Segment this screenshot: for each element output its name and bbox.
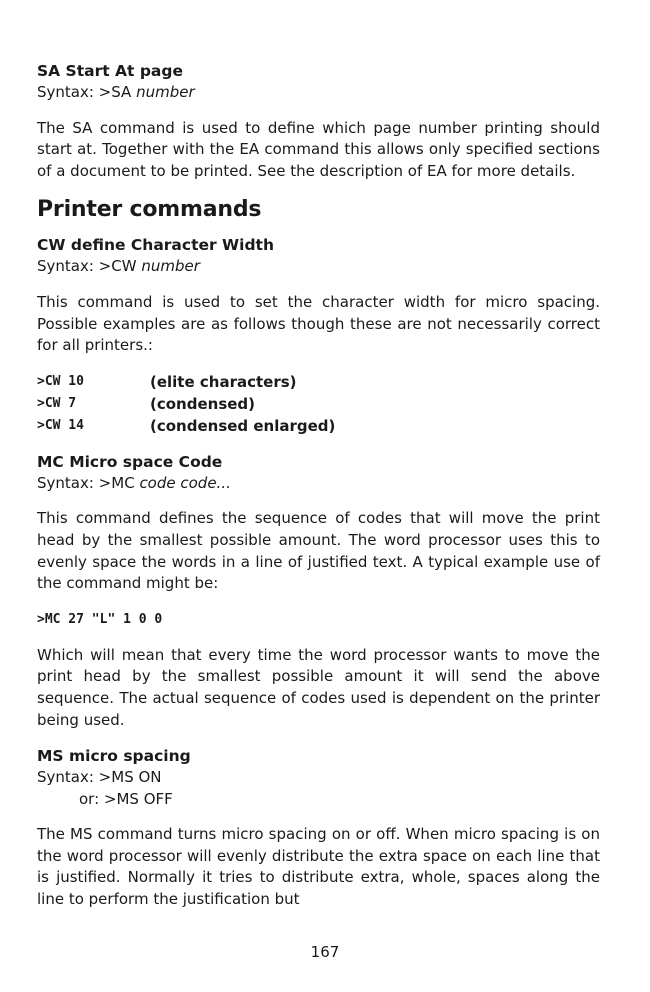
cw-examples: [37, 371, 600, 437]
syntax-ms-off: or: >MS OFF: [79, 789, 173, 808]
example-description: (elite characters): [150, 372, 297, 391]
example-description: (condensed enlarged): [150, 416, 336, 435]
paragraph-ms-description: The MS command turns micro spacing on or off. When micro spacing is on the word processor will evenly distribute the extra space on each line that is justified. Normally it tries to distribute extra, whole, spaces along the line to perform the justification but: [37, 825, 600, 909]
section-heading-mc: MC Micro space Code: [37, 452, 223, 471]
paragraph-cw-description: This command is used to set the character width for micro spacing. Possible examples are as follows though these are not necessarily correct for all printers.:: [37, 292, 600, 355]
syntax-prefix: Syntax: >MC: [37, 473, 140, 492]
syntax-cw: [37, 256, 600, 278]
syntax-argument: number: [136, 83, 195, 101]
syntax-argument: number: [141, 257, 200, 276]
example-row: [37, 415, 600, 437]
chapter-heading-printer-commands: Printer commands: [37, 197, 262, 223]
example-code: >CW 10: [37, 373, 84, 389]
section-heading-cw: CW define Character Width: [37, 236, 274, 255]
mc-example-code: >MC 27 "L" 1 0 0: [37, 611, 163, 627]
section-heading-sa: SA Start At page: [37, 62, 184, 80]
syntax-argument: code code...: [139, 473, 231, 492]
example-code: >CW 7: [37, 395, 77, 411]
syntax-prefix: Syntax: >CW: [37, 257, 142, 276]
syntax-sa: [37, 82, 600, 104]
section-heading-ms: MS micro spacing: [37, 747, 191, 766]
document-page: [37, 60, 600, 911]
syntax-mc: [37, 473, 600, 495]
paragraph-mc-explanation: Which will mean that every time the word processor wants to move the print head by the smallest possible amount it will send the above sequence. The actual sequence of codes used is dependent on the printer being used.: [37, 645, 600, 729]
page-number: 167: [310, 943, 340, 961]
example-row: [37, 393, 600, 415]
paragraph-sa-description: The SA command is used to define which page number printing should start at. Together with the EA command this allows only specified sections of a document to be printed. See the description of EA for more details.: [37, 118, 600, 180]
example-description: (condensed): [150, 394, 256, 413]
example-row: [37, 371, 600, 393]
syntax-prefix: Syntax: >SA: [37, 83, 137, 101]
example-code: >CW 14: [37, 417, 84, 433]
paragraph-mc-description: This command defines the sequence of codes that will move the print head by the smallest possible amount. The word processor uses this to evenly space the words in a line of justified text. A typical example use of the command might be:: [37, 509, 600, 593]
syntax-ms-on: Syntax: >MS ON: [37, 768, 162, 787]
